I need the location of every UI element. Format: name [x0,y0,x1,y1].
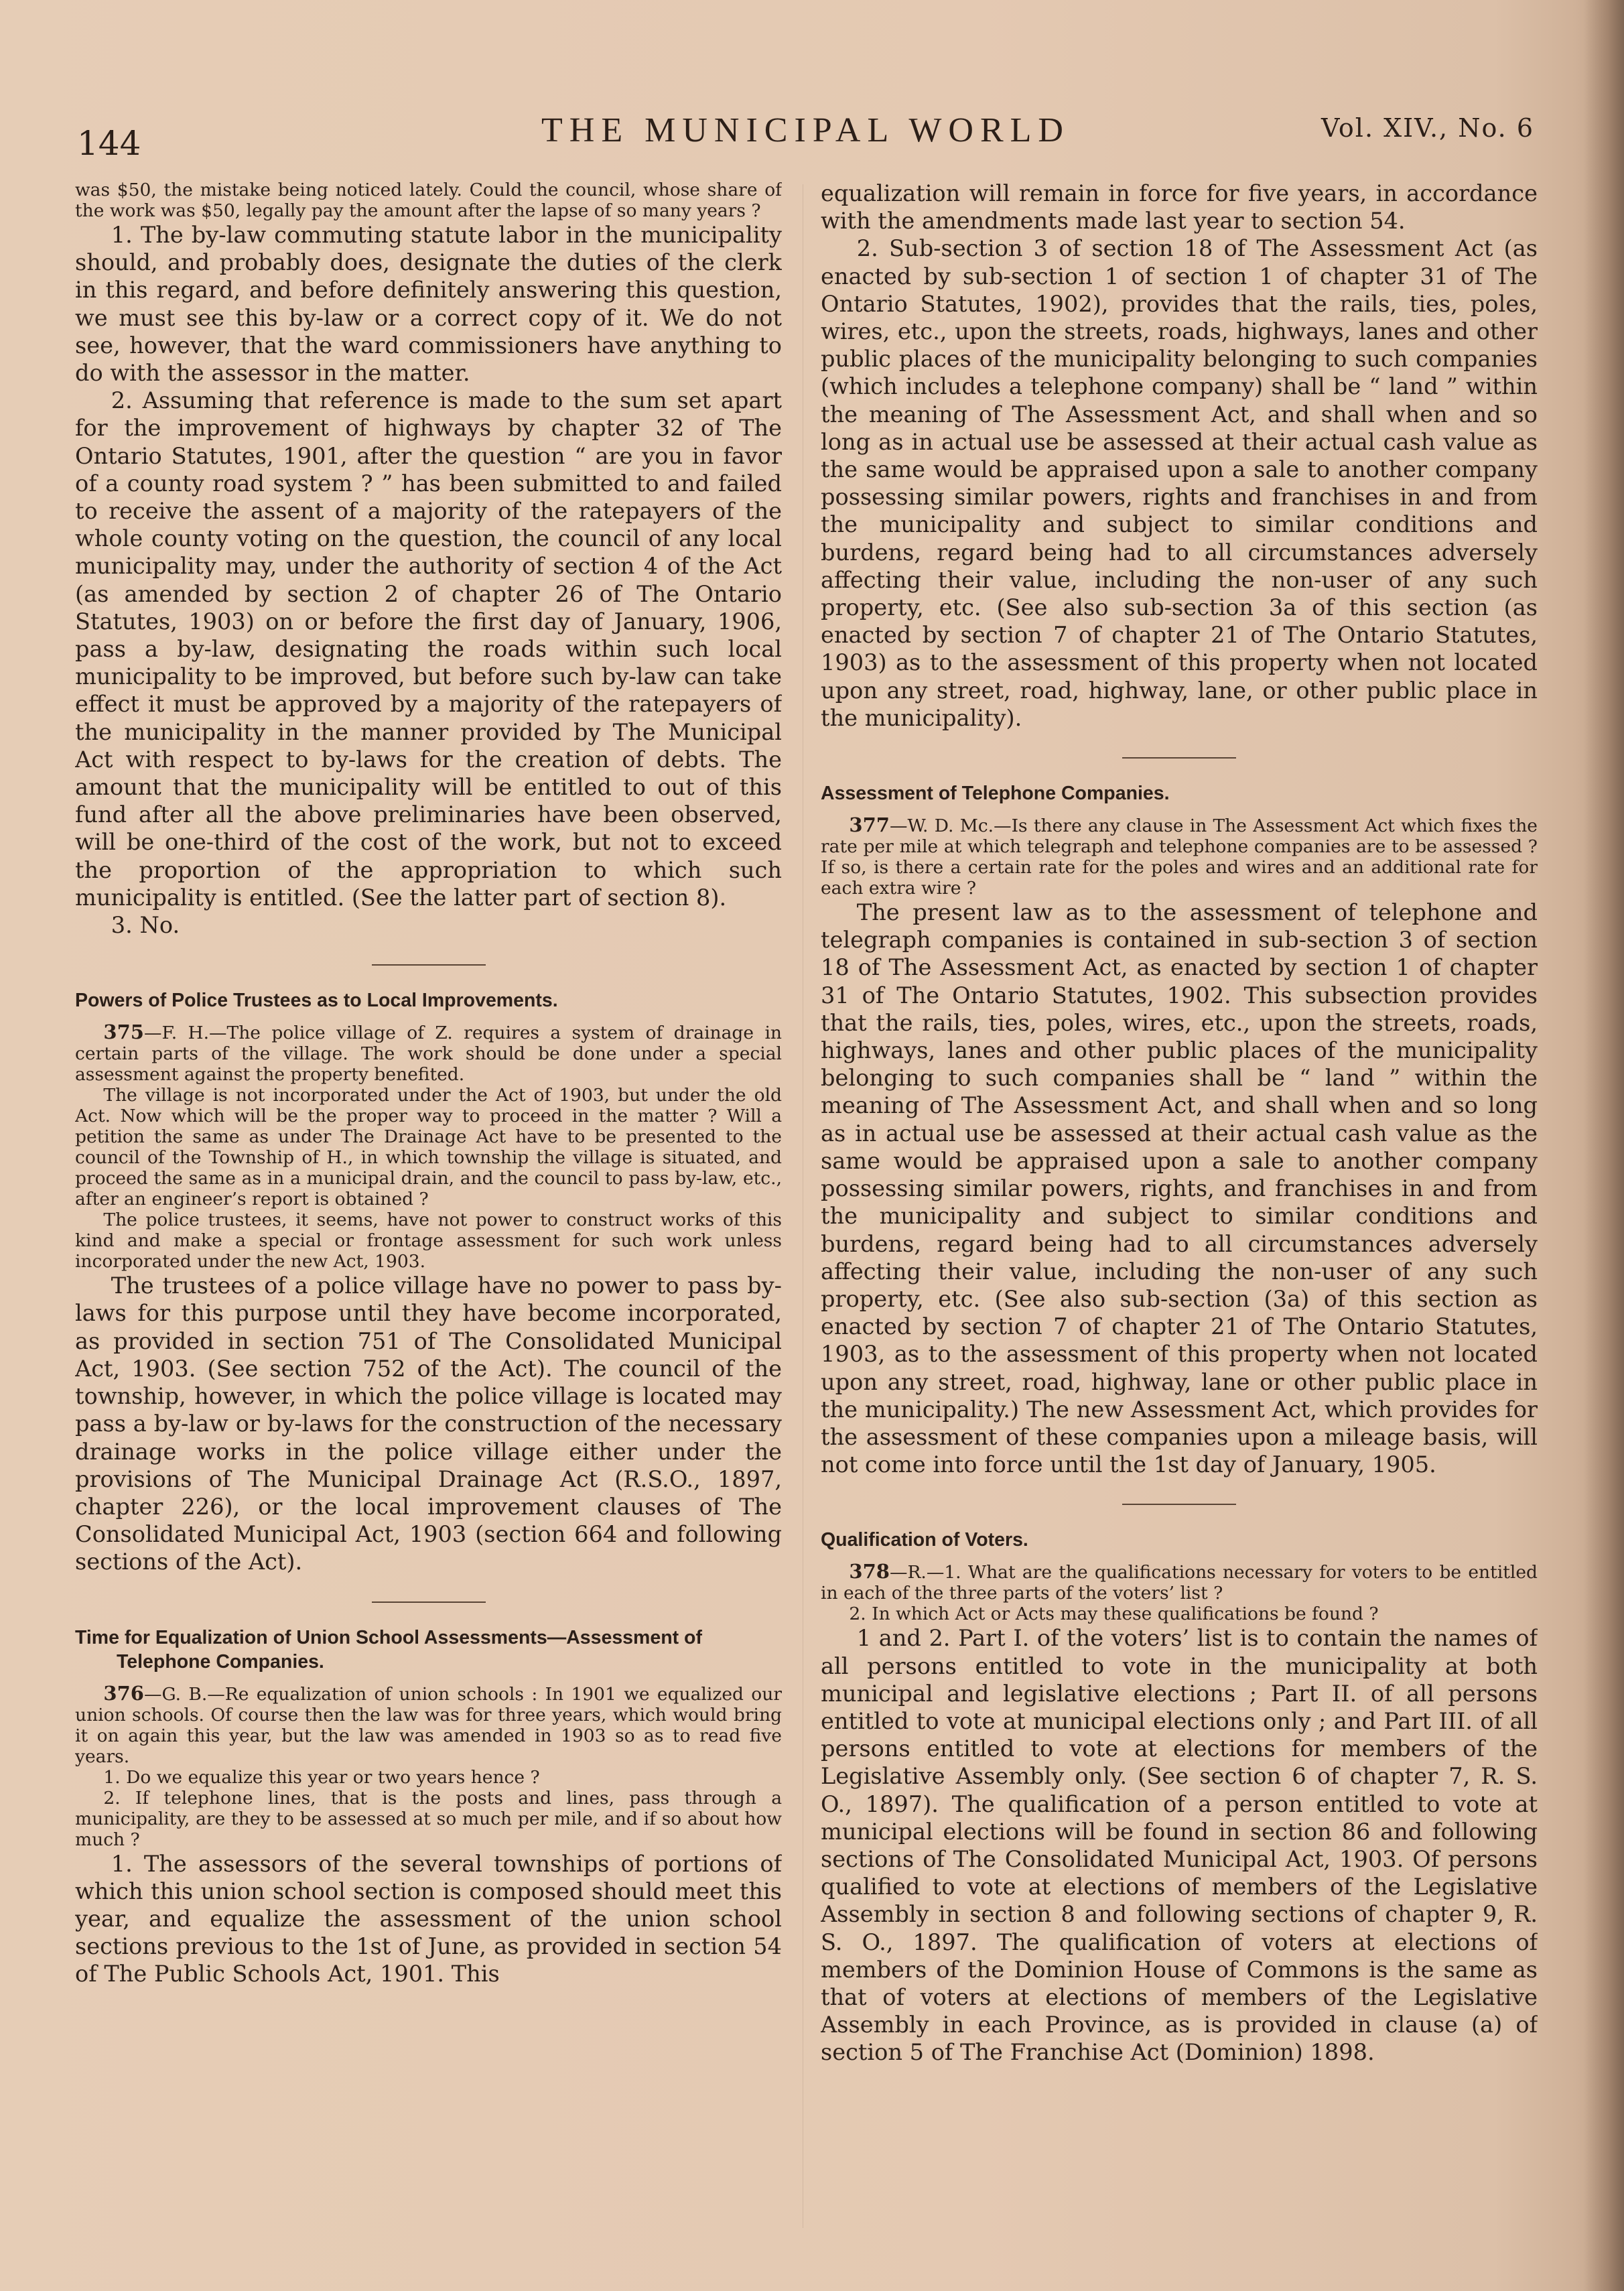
question-text: —R.—1. What are the qualifications necessary for voters to be entitled in each of the three parts of the voters’ list ? [821,1562,1538,1604]
page-number: 144 [77,124,141,163]
section-heading-377: Assessment of Telephone Companies. [821,783,1170,805]
answer-paragraph-continued: equalization will remain in force for five years, in accordance with the amendments made last year to section 54. [821,180,1538,235]
answer-paragraph: 2. Sub-section 3 of section 18 of The Assessment Act (as enacted by sub-section 1 of section 1 of chapter 31 of The Ontario Statutes, 1902), provides that the rails, ties, poles, wires, etc., upon the streets, roads, highways, lanes and other public places of the municipality belonging to such companies (which includes a telephone company) shall be “ land ” within the meaning of The Assessment Act, and shall when and so long as in actual use be assessed at their actual cash value as the same would be appraised upon a sale to another company possessing similar powers, rights and franchises in and from the municipality and subject to similar conditions and burdens, regard being had to all circumstances adversely affecting their value, including the non-user of any such property, etc. (See also sub-section 3a of this section (as enacted by section 7 of chapter 21 of The Ontario Statutes, 1903) as to the assessment of this property when not located upon any street, road, highway, lane, or other public place in the municipality). [821,235,1538,731]
question-text: —G. B.—Re equalization of union schools : In 1901 we equalized our union schools. Of course then the law was for three years, which would bring it on again this year, but the law was amended in 1903 so as to read five years. [75,1683,782,1767]
question-text: —F. H.—The police village of Z. requires a system of drainage in certain parts of the village. The work should be done under a special assessment against the property benefited. [75,1023,782,1086]
question-number: 375 [103,1021,144,1044]
answer-paragraph: 1. The assessors of the several townships of portions of which this union school section is composed should meet this year, and equalize the assessment of the union school sections previous to the 1st of June, as provided in section 54 of The Public Schools Act, 1901. This [75,1850,782,1987]
question-number: 377 [849,813,890,837]
section-rule [372,964,486,966]
section-heading-375: Powers of Police Trustees as to Local Improvements. [75,990,558,1012]
left-column [75,180,782,2243]
question-paragraph: The police trustees, it seems, have not power to construct works of this kind and make a special or frontage assessment for such work unless incorporated under the new Act, 1903. [75,1209,782,1272]
question-paragraph: 2. In which Act or Acts may these qualifications be found ? [849,1603,1379,1625]
question-376 [75,1683,782,1767]
question-number: 378 [849,1560,890,1583]
answer-paragraph: 2. Assuming that reference is made to the sum set apart for the improvement of highways by chapter 32 of The Ontario Statutes, 1901, after the question “ are you in favor of a county road system ? ” has been submitted to and failed to receive the assent of a majority of the ratepayers of the whole county voting on the question, the council of any local municipality may, under the authority of section 4 of the Act (as amended by section 2 of chapter 26 of The Ontario Statutes, 1903) on or before the first day of January, 1906, pass a by-law, designating the roads within such local municipality to be improved, but before such by-law can take effect it must be approved by a majority of the ratepayers of the municipality in the manner provided by The Municipal Act with respect to by-laws for the creation of debts. The amount that the municipality will be entitled to out of this fund after all the above preliminaries have been observed, will be one-third of the cost of the work, but not to exceed the proportion of the appropriation to which such municipality is entitled. (See the latter part of section 8). [75,387,782,911]
section-rule [1122,757,1236,759]
question-paragraph: 1. Do we equalize this year or two years hence ? [103,1766,540,1788]
question-375 [75,1022,782,1085]
journal-title: THE MUNICIPAL WORLD [541,111,1070,149]
page-header [77,104,1534,164]
question-378 [821,1561,1538,1603]
issue-number: Vol. XIV., No. 6 [1321,113,1534,143]
question-377 [821,815,1538,899]
answer-paragraph: 3. No. [111,912,180,939]
answer-paragraph: The trustees of a police village have no power to pass by-laws for this purpose until they have become incorporated, as provided in section 751 of The Consolidated Municipal Act, 1903. (See section 752 of the Act). The council of the township, however, in which the police village is located may pass a by-law or by-laws for the construction of the necessary drainage works in the police village either under the provisions of The Municipal Drainage Act (R.S.O., 1897, chapter 226), or the local improvement clauses of The Consolidated Municipal Act, 1903 (section 664 and following sections of the Act). [75,1272,782,1575]
question-paragraph: The village is not incorporated under the Act of 1903, but under the old Act. Now which will be the proper way to proceed in the matter ? Will a petition the same as under The Drainage Act have to be presented to the council of the Township of H., in which township the village is situated, and proceed the same as in a municipal drain, and the council to pass by-law, etc., after an engineer’s report is obtained ? [75,1085,782,1210]
section-heading-376: Time for Equalization of Union School Assessments—Assessment of Telephone Companies. [75,1626,702,1673]
right-column [821,180,1538,2243]
section-heading-378: Qualification of Voters. [821,1529,1028,1551]
question-paragraph: 2. If telephone lines, that is the posts and lines, pass through a municipality, are they to be assessed at so much per mile, and if so about how much ? [75,1787,782,1850]
question-text: —W. D. Mc.—Is there any clause in The Assessment Act which fixes the rate per mile at which telegraph and telephone companies are to be assessed ? If so, is there a certain rate for the poles and wires and an additional rate for each extra wire ? [821,815,1538,899]
section-rule [1122,1504,1236,1505]
question-number: 376 [103,1681,144,1705]
answer-paragraph: 1. The by-law commuting statute labor in the municipality should, and probably does, designate the duties of the clerk in this regard, and before definitely answering this question, we must see this by-law or a correct copy of it. We do not see, however, that the ward commissioners have anything to do with the assessor in the matter. [75,222,782,387]
answer-paragraph: 1 and 2. Part I. of the voters’ list is to contain the names of all persons entitled to vote in the municipality at both municipal and legislative elections ; Part II. of all persons entitled to vote at municipal elections only ; and Part III. of all persons entitled to vote at elections for members of the Legislative Assembly only. (See section 6 of chapter 7, R. S. O., 1897). The qualification of a person entitled to vote at municipal elections will be found in section 86 and following sections of The Consolidated Municipal Act, 1903. Of persons qualified to vote at elections of members of the Legislative Assembly in section 8 and following sections of chapter 9, R. S. O., 1897. The qualification of voters at elections of members of the Dominion House of Commons is the same as that of voters at elections of members of the Legislative Assembly in each Province, as is provided in clause (a) of section 5 of The Franchise Act (Dominion) 1898. [821,1625,1538,2066]
question-continued: was $50, the mistake being noticed lately. Could the council, whose share of the work was $50, legally pay the amount after the lapse of so many years ? [75,180,782,221]
answer-paragraph: The present law as to the assessment of telephone and telegraph companies is contained in sub-section 3 of section 18 of The Assessment Act, as enacted by section 1 of chapter 31 of The Ontario Statutes, 1902. This subsection provides that the rails, ties, poles, wires, etc., upon the streets, roads, highways, lanes and other public places of the municipality belonging to such companies shall be “ land ” within the meaning of The Assessment Act, and shall when and so long as in actual use be assessed at their actual cash value as the same would be appraised upon a sale to another company possessing similar powers, rights, and franchises in and from the municipality and subject to similar conditions and burdens, regard being had to all circumstances adversely affecting their value, including the non-user of any such property, etc. (See also sub-section (3a) of this section as enacted by section 7 of chapter 21 of The Ontario Statutes, 1903, as to the assessment of this property when not located upon any street, road, highway, lane or other public place in the municipality.) The new Assessment Act, which provides for the assessment of these companies upon a mileage basis, will not come into force until the 1st day of January, 1905. [821,899,1538,1478]
section-rule [372,1601,486,1603]
page-spine-shadow [1584,0,1624,2291]
